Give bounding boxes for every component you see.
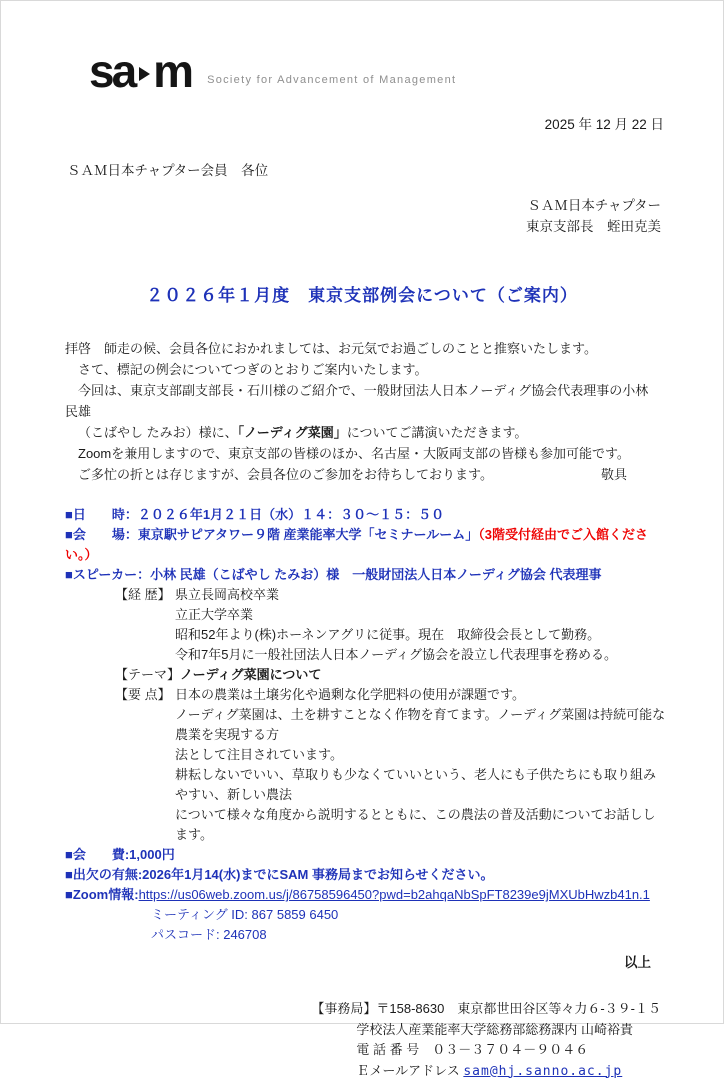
theme-section: [65, 665, 667, 685]
zoom-meeting-id: ミーティング ID: 867 5859 6450: [151, 905, 667, 925]
body-line-1: 拝啓 師走の候、会員各位におかれましては、お元気でお過ごしのことと推察いたします。: [65, 338, 663, 359]
detail-zoom: [65, 885, 667, 905]
ijou-closing: 以上: [1, 951, 723, 971]
page-title: ２０２６年１月度 東京支部例会について（ご案内）: [1, 281, 723, 306]
career-line: 令和7年5月に一般社団法人日本ノーディグ協会を設立し代表理事を務める。: [175, 645, 667, 665]
office-email-line: [356, 1061, 661, 1082]
points-line: 日本の農業は土壌劣化や過剰な化学肥料の使用が課題です。: [175, 685, 667, 705]
document-date: 2025 年 12 月 22 日: [1, 113, 723, 133]
theme-label: 【テーマ】: [115, 665, 180, 685]
letterhead: [1, 1, 723, 91]
sam-logo: [89, 51, 191, 91]
career-line: 昭和52年より(株)ホーネンアグリに従事。現在 取締役会長として勤務。: [175, 625, 667, 645]
venue-main: ■会 場：東京駅サピアタワー９階 産業能率大学「セミナールーム」: [65, 527, 478, 542]
sender-org: ＳＡＭ日本チャプター: [1, 195, 661, 216]
body-line-4-post: についてご講演いただきます。: [347, 425, 528, 440]
body-line-3: 今回は、東京支部副支部長・石川様のご紹介で、一般財団法人日本ノーディグ協会代表理事の小林 民雄: [65, 380, 663, 422]
detail-speaker: ■スピーカー：小林 民雄（こばやし たみお）様 一般財団法人日本ノーディグ協会 代表理事: [65, 565, 667, 585]
venue-note-red: （3階受付経由でご入館ください。）: [65, 527, 648, 562]
points-line: 法として注目されています。: [175, 745, 667, 765]
detail-fee: ■会 費:1,000円: [65, 845, 667, 865]
logo-text-m: m: [153, 51, 191, 91]
email-label: Ｅメールアドレス: [356, 1063, 463, 1078]
detail-venue: [65, 525, 667, 565]
office-email-link[interactable]: sam@hj.sanno.ac.jp: [463, 1064, 622, 1079]
career-label: 【経 歴】: [115, 585, 175, 665]
career-line: 立正大学卒業: [175, 605, 667, 625]
greeting-body: [1, 338, 723, 485]
body-line-5: Zoomを兼用しますので、東京支部の皆様のほか、名古屋・大阪両支部の皆様も参加可能です。: [65, 443, 663, 464]
theme-value: ノーディグ菜園について: [180, 665, 667, 685]
body-line-4: [65, 422, 663, 443]
career-section: [65, 585, 667, 665]
body-line-6: [65, 464, 663, 485]
meeting-details: [1, 505, 723, 945]
office-phone-line: 電 話 番 号 ０３－３７０４－９０４６: [356, 1040, 661, 1061]
body-line-2: さて、標記の例会についてつぎのとおりご案内いたします。: [65, 359, 663, 380]
office-block: [311, 999, 661, 1082]
body-line-4-pre: （こばやし たみお）様に、: [78, 425, 238, 440]
points-lines: [175, 685, 667, 845]
points-label: 【要 点】: [115, 685, 175, 845]
body-line-6-text: ご多忙の折とは存じますが、会員各位のご参加をお待ちしております。: [78, 467, 493, 482]
logo-arrow-icon: [139, 67, 150, 81]
zoom-meeting-link[interactable]: https://us06web.zoom.us/j/86758596450?pwd=b2ahqaNbSpFT8239e9jMXUbHwzb41n.1: [139, 887, 650, 902]
points-line: について様々な角度から説明するとともに、この農法の普及活動についてお話しします。: [175, 805, 667, 845]
points-line: 耕耘しないでいい、草取りも少なくていいという、老人にも子供たちにも取り組みやすい、新しい農法: [175, 765, 667, 805]
keigu-closing: 敬具: [588, 464, 627, 485]
detail-datetime: ■日 時：２０２６年1月２１日（水）１４：３０～１５：５０: [65, 505, 667, 525]
logo-text-sa: sa: [89, 51, 134, 91]
recipient-line: ＳＡＭ日本チャプター会員 各位: [1, 159, 723, 179]
points-line: ノーディグ菜園は、土を耕すことなく作物を育てます。ノーディグ菜園は持続可能な農業を実現する方: [175, 705, 667, 745]
lecture-topic-bold: 「ノーディグ菜園」: [238, 425, 347, 440]
office-address-line: 【事務局】〒158-8630 東京都世田谷区等々力６-３９-１５: [311, 999, 661, 1020]
points-section: [65, 685, 667, 845]
sender-person: 東京支部長 蛭田克美: [1, 216, 661, 237]
zoom-passcode: パスコード: 246708: [151, 925, 667, 945]
career-lines: [175, 585, 667, 665]
zoom-label: ■Zoom情報:: [65, 887, 139, 902]
career-line: 県立長岡高校卒業: [175, 585, 667, 605]
office-dept-line: 学校法人産業能率大学総務部総務課内 山崎裕貴: [356, 1020, 661, 1041]
logo-tagline: Society for Advancement of Management: [207, 74, 456, 86]
sender-block: [1, 195, 723, 237]
detail-rsvp: ■出欠の有無:2026年1月14(水)までにSAM 事務局までお知らせください。: [65, 865, 667, 885]
